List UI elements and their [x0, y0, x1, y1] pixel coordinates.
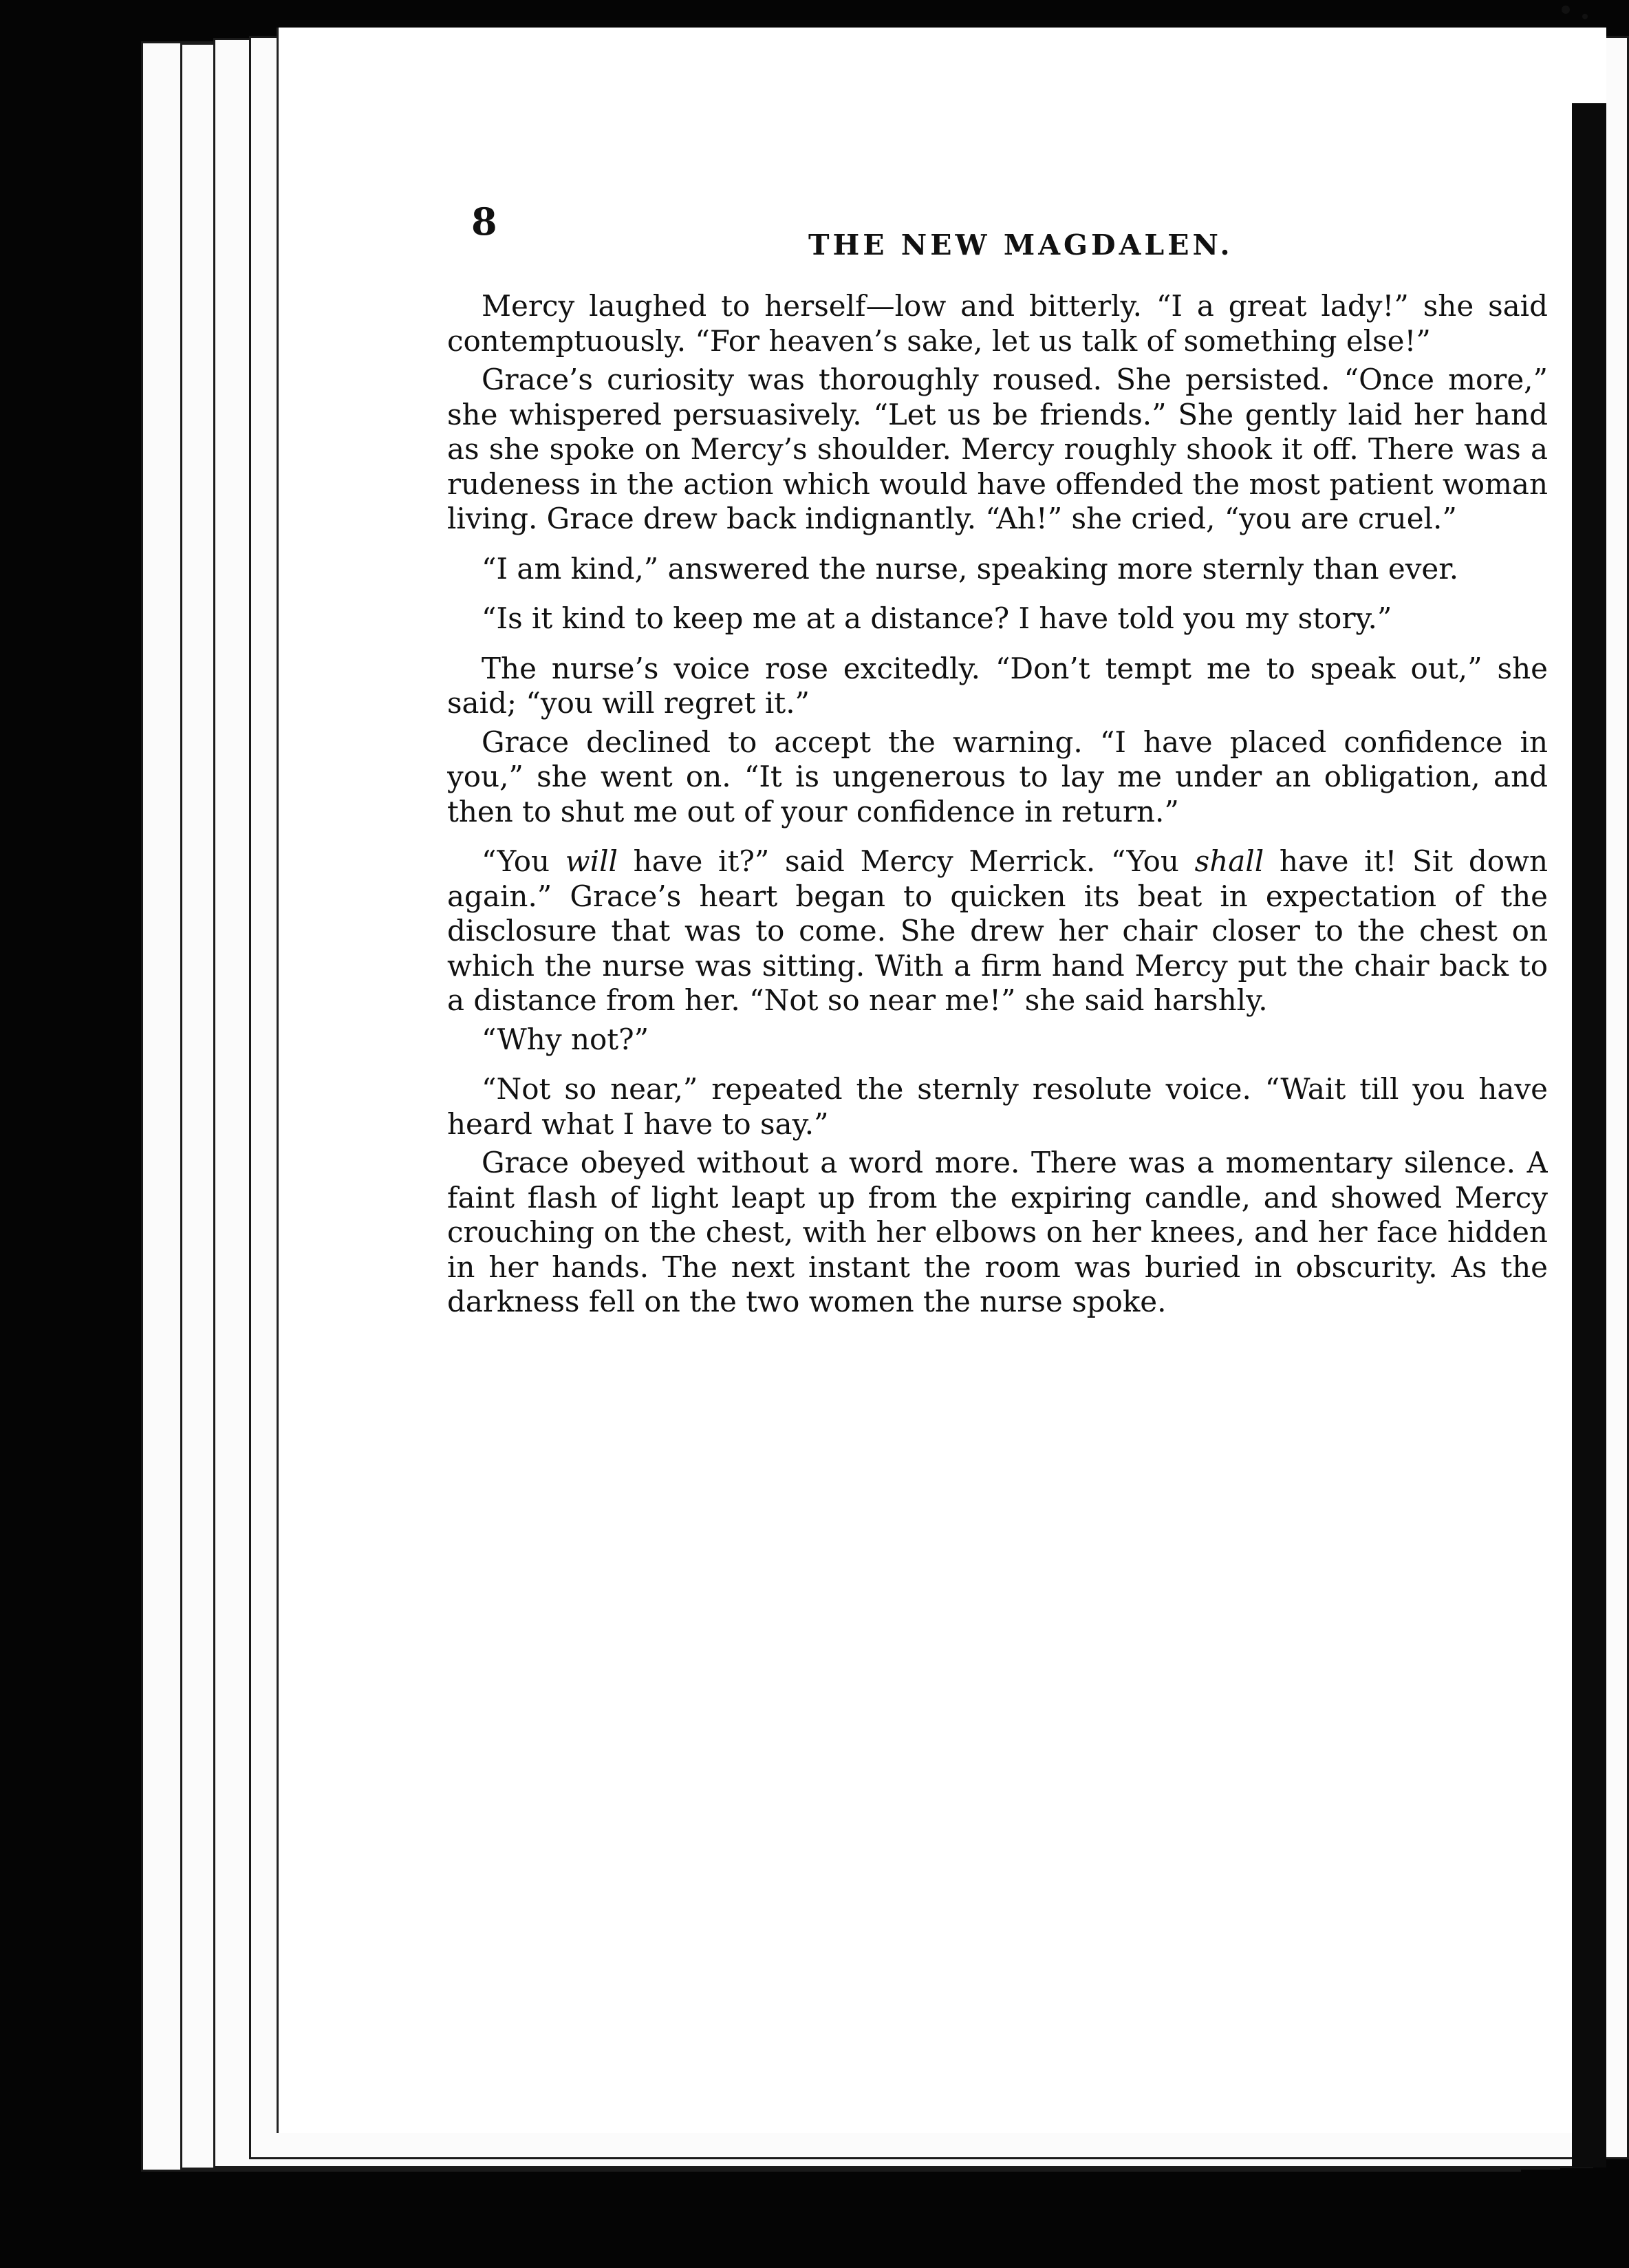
paragraph: “Is it kind to keep me at a distance? I have told you my story.”: [482, 601, 1392, 635]
italic-word: shall: [1194, 844, 1264, 878]
running-head: THE NEW MAGDALEN.: [808, 228, 1233, 261]
italic-word: will: [565, 844, 618, 878]
paragraph: Grace declined to accept the warning. “I have placed confidence in you,” she went on. “It is ungenerous to lay me under an obligation, and then to shut me out of your confidence in return.”: [447, 725, 1548, 828]
book-page: [279, 28, 1606, 2133]
page-number: 8: [471, 200, 497, 244]
paragraph: “I am kind,” answered the nurse, speaking more sternly than ever.: [482, 551, 1459, 586]
scan-speck: [1582, 14, 1588, 19]
body-text: [447, 289, 1548, 1768]
paragraph: Mercy laughed to herself—low and bitterly. “I a great lady!” she said contemptuously. “For heaven’s sake, let us talk of something else!”: [447, 289, 1548, 358]
paragraph: Grace obeyed without a word more. There was a momentary silence. A faint flash of light leapt up from the expiring candle, and showed Mercy crouching on the chest, with her elbows on her knees, and her face hidden in her hands. The next instant the room was buried in obscurity. As the darkness fell on the two women the nurse spoke.: [447, 1146, 1548, 1318]
paragraph: “Why not?”: [482, 1022, 649, 1056]
text-run: have it! Sit down again.” Grace’s heart began to quicken its beat in expectation of the disclosure that was to come. She drew her chair closer to the chest on which the nurse was sitting. With a firm hand Mercy put the chair back to a distance from her. “Not so near me!” she said harshly.: [447, 844, 1548, 1017]
paragraph: [447, 844, 1548, 1018]
paragraph: Grace’s curiosity was thoroughly roused. She persisted. “Once more,” she whispered persuasively. “Let us be friends.” She gently laid her hand as she spoke on Mercy’s shoulder. Mercy roughly shook it off. There was a rudeness in the action which would have offended the most patient woman living. Grace drew back indignantly. “Ah!” she cried, “you are cruel.”: [447, 363, 1548, 535]
paragraph: The nurse’s voice rose excitedly. “Don’t tempt me to speak out,” she said; “you will regret it.”: [447, 651, 1548, 720]
text-run: have it?” said Mercy Merrick. “You: [617, 844, 1195, 878]
book-spine-shadow: [1572, 103, 1606, 2168]
paragraph: “Not so near,” repeated the sternly resolute voice. “Wait till you have heard what I have to say.”: [447, 1072, 1548, 1141]
scan-speck: [1562, 6, 1570, 14]
text-run: “You: [482, 844, 565, 878]
